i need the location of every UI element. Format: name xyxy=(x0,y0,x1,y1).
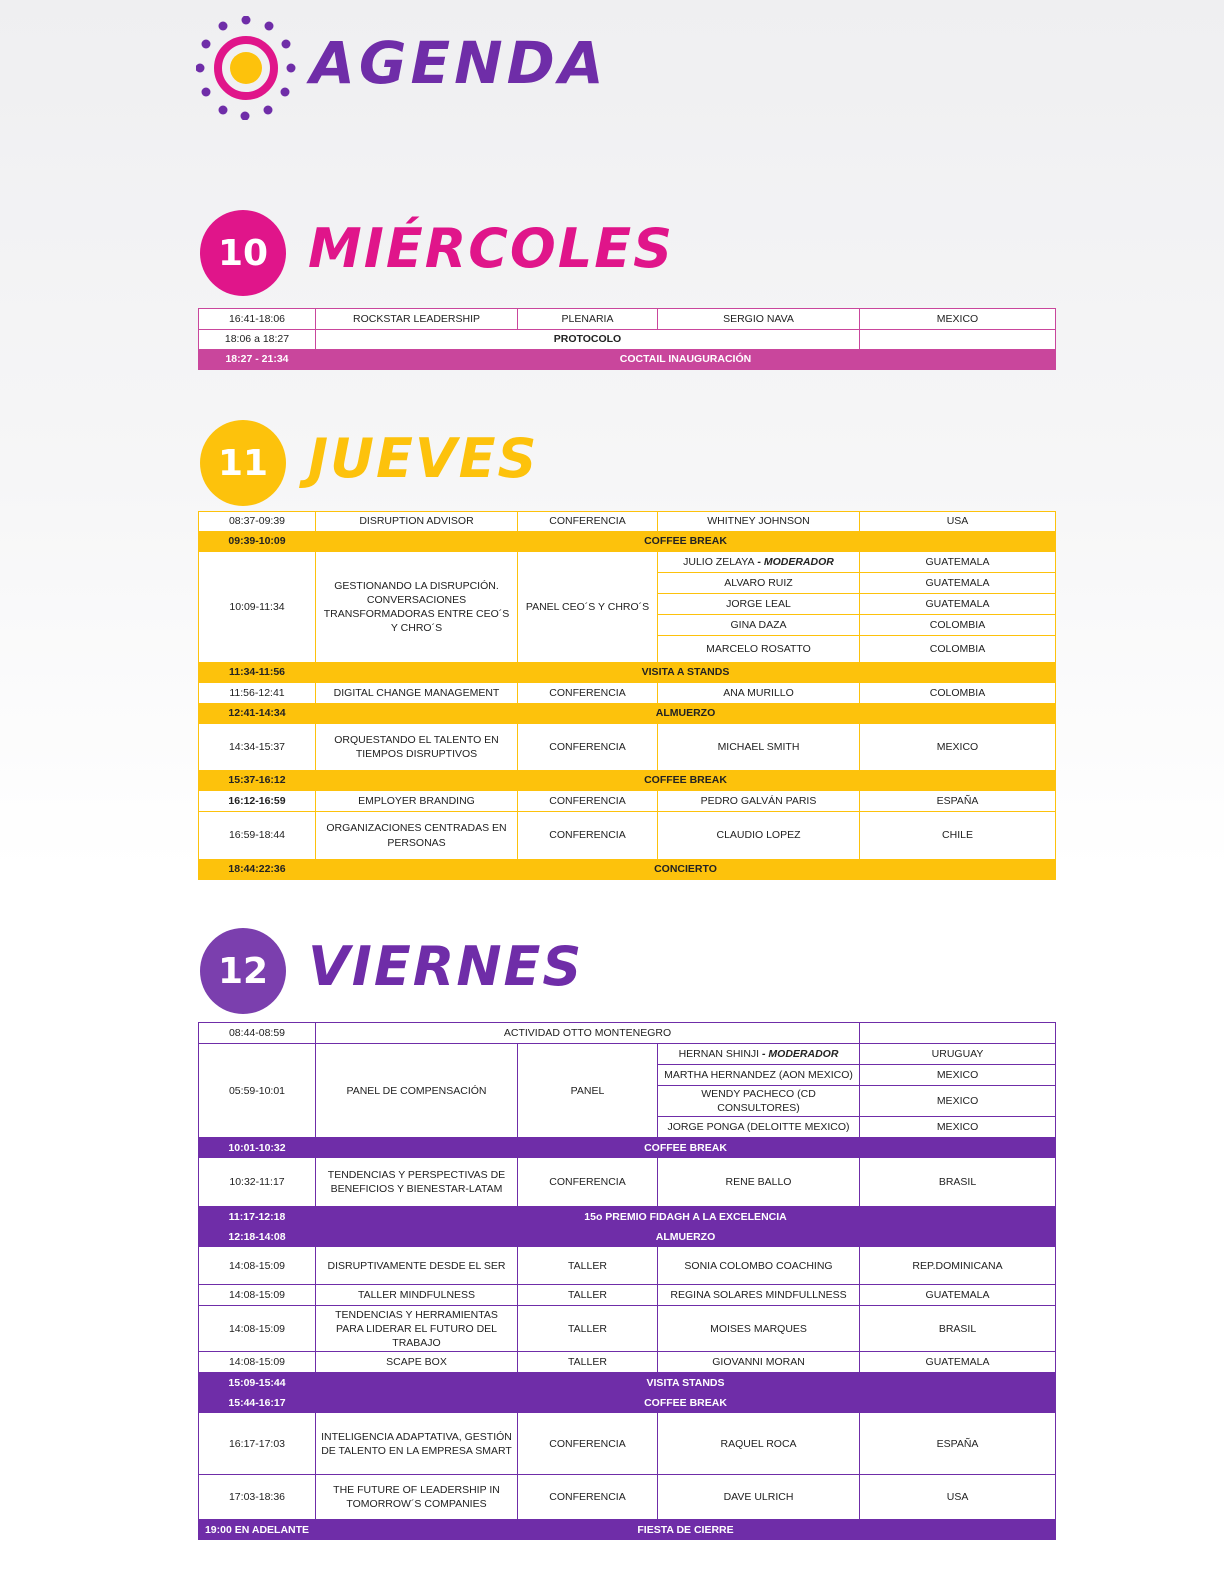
speaker-cell: ANA MURILLO xyxy=(658,683,860,704)
break-row xyxy=(199,1393,1056,1413)
table-row xyxy=(199,1352,1056,1373)
session-cell: THE FUTURE OF LEADERSHIP IN TOMORROW´S COMPANIES xyxy=(316,1475,518,1520)
time-cell: 18:27 - 21:34 xyxy=(199,350,316,370)
type-cell: TALLER xyxy=(518,1352,658,1373)
break-row xyxy=(199,1138,1056,1158)
time-cell: 18:06 a 18:27 xyxy=(199,330,316,350)
country-cell: COLOMBIA xyxy=(860,615,1056,636)
time-cell: 14:08-15:09 xyxy=(199,1352,316,1373)
table-row xyxy=(199,1158,1056,1207)
event-label: COFFEE BREAK xyxy=(316,532,1056,552)
speaker-cell xyxy=(658,1044,860,1065)
time-cell: 15:44-16:17 xyxy=(199,1393,316,1413)
speaker-name: HERNAN SHINJI xyxy=(678,1047,760,1060)
country-cell: BRASIL xyxy=(860,1158,1056,1207)
type-cell: CONFERENCIA xyxy=(518,683,658,704)
session-cell: TALLER MINDFULNESS xyxy=(316,1285,518,1306)
event-label: ALMUERZO xyxy=(316,1227,1056,1247)
event-label: COFFEE BREAK xyxy=(316,1138,1056,1158)
time-cell: 08:44-08:59 xyxy=(199,1023,316,1044)
type-cell: CONFERENCIA xyxy=(518,1413,658,1475)
event-label: COCTAIL INAUGURACIÓN xyxy=(316,350,1056,370)
page-title: AGENDA xyxy=(310,29,608,97)
table-row xyxy=(199,512,1056,532)
country-cell: MEXICO xyxy=(860,309,1056,330)
time-cell: 05:59-10:01 xyxy=(199,1044,316,1138)
time-cell: 15:09-15:44 xyxy=(199,1373,316,1393)
country-cell: MEXICO xyxy=(860,1065,1056,1086)
time-cell: 11:56-12:41 xyxy=(199,683,316,704)
session-cell: ORGANIZACIONES CENTRADAS EN PERSONAS xyxy=(316,812,518,860)
event-label: 15o PREMIO FIDAGH A LA EXCELENCIA xyxy=(316,1207,1056,1227)
speaker-cell: GIOVANNI MORAN xyxy=(658,1352,860,1373)
time-cell: 11:34-11:56 xyxy=(199,663,316,683)
table-row xyxy=(199,309,1056,330)
table-row xyxy=(199,791,1056,812)
speaker-cell: RAQUEL ROCA xyxy=(658,1413,860,1475)
speaker-cell: JORGE PONGA (DELOITTE MEXICO) xyxy=(658,1117,860,1138)
speaker-name: JULIO ZELAYA xyxy=(683,555,755,568)
country-cell: GUATEMALA xyxy=(860,1285,1056,1306)
session-cell: EMPLOYER BRANDING xyxy=(316,791,518,812)
speaker-cell: DAVE ULRICH xyxy=(658,1475,860,1520)
session-cell: INTELIGENCIA ADAPTATIVA, GESTIÓN DE TALENTO EN LA EMPRESA SMART xyxy=(316,1413,518,1475)
time-cell: 12:41-14:34 xyxy=(199,704,316,724)
table-row xyxy=(199,1023,1056,1044)
break-row xyxy=(199,663,1056,683)
country-cell: ESPAÑA xyxy=(860,791,1056,812)
country-cell: CHILE xyxy=(860,812,1056,860)
speaker-cell: MICHAEL SMITH xyxy=(658,724,860,771)
schedule-table-jueves xyxy=(198,511,1056,880)
time-cell: 12:18-14:08 xyxy=(199,1227,316,1247)
day-number-badge: 12 xyxy=(200,928,286,1014)
schedule-table-viernes xyxy=(198,1022,1056,1540)
day-number-badge: 11 xyxy=(200,420,286,506)
time-cell: 14:08-15:09 xyxy=(199,1285,316,1306)
type-cell: CONFERENCIA xyxy=(518,791,658,812)
country-cell: ESPAÑA xyxy=(860,1413,1056,1475)
highlight-row xyxy=(199,350,1056,370)
speaker-cell: REGINA SOLARES MINDFULLNESS xyxy=(658,1285,860,1306)
event-label: COFFEE BREAK xyxy=(316,1393,1056,1413)
session-cell: PANEL DE COMPENSACIÓN xyxy=(316,1044,518,1138)
break-row xyxy=(199,771,1056,791)
country-cell: USA xyxy=(860,512,1056,532)
empty-cell xyxy=(860,330,1056,350)
break-row xyxy=(199,704,1056,724)
moderator-tag: - MODERADOR xyxy=(759,1047,839,1060)
time-cell: 18:44:22:36 xyxy=(199,860,316,880)
table-row xyxy=(199,724,1056,771)
country-cell: GUATEMALA xyxy=(860,573,1056,594)
speaker-cell: WHITNEY JOHNSON xyxy=(658,512,860,532)
type-cell: PLENARIA xyxy=(518,309,658,330)
event-label: VISITA A STANDS xyxy=(316,663,1056,683)
speaker-cell: ALVARO RUIZ xyxy=(658,573,860,594)
table-row xyxy=(199,330,1056,350)
highlight-row xyxy=(199,1520,1056,1540)
empty-cell xyxy=(860,1023,1056,1044)
event-label: CONCIERTO xyxy=(316,860,1056,880)
speaker-cell: MARTHA HERNANDEZ (AON MEXICO) xyxy=(658,1065,860,1086)
break-row xyxy=(199,1227,1056,1247)
country-cell: COLOMBIA xyxy=(860,636,1056,663)
country-cell: URUGUAY xyxy=(860,1044,1056,1065)
speaker-cell: MARCELO ROSATTO xyxy=(658,636,860,663)
speaker-cell: CLAUDIO LOPEZ xyxy=(658,812,860,860)
time-cell: 11:17-12:18 xyxy=(199,1207,316,1227)
type-cell: PANEL xyxy=(518,1044,658,1138)
speaker-cell: GINA DAZA xyxy=(658,615,860,636)
country-cell: MEXICO xyxy=(860,1117,1056,1138)
break-row xyxy=(199,532,1056,552)
table-row xyxy=(199,1044,1056,1065)
table-row xyxy=(199,1475,1056,1520)
time-cell: 10:09-11:34 xyxy=(199,552,316,663)
country-cell: COLOMBIA xyxy=(860,683,1056,704)
day-name: MIÉRCOLES xyxy=(308,217,675,280)
event-label: COFFEE BREAK xyxy=(316,771,1056,791)
event-label: ACTIVIDAD OTTO MONTENEGRO xyxy=(316,1023,860,1044)
time-cell: 16:41-18:06 xyxy=(199,309,316,330)
day-number-badge: 10 xyxy=(200,210,286,296)
time-cell: 10:01-10:32 xyxy=(199,1138,316,1158)
break-row xyxy=(199,1373,1056,1393)
schedule-table-miercoles xyxy=(198,308,1056,370)
event-label: PROTOCOLO xyxy=(316,330,860,350)
time-cell: 16:59-18:44 xyxy=(199,812,316,860)
session-cell: ORQUESTANDO EL TALENTO EN TIEMPOS DISRUPTIVOS xyxy=(316,724,518,771)
moderator-tag: - MODERADOR xyxy=(754,555,834,568)
break-row xyxy=(199,860,1056,880)
time-cell: 10:32-11:17 xyxy=(199,1158,316,1207)
type-cell: TALLER xyxy=(518,1247,658,1285)
speaker-cell: SONIA COLOMBO COACHING xyxy=(658,1247,860,1285)
country-cell: GUATEMALA xyxy=(860,594,1056,615)
speaker-cell: MOISES MARQUES xyxy=(658,1306,860,1352)
type-cell: PANEL CEO´S Y CHRO´S xyxy=(518,552,658,663)
time-cell: 19:00 EN ADELANTE xyxy=(199,1520,316,1540)
time-cell: 08:37-09:39 xyxy=(199,512,316,532)
event-label: ALMUERZO xyxy=(316,704,1056,724)
session-cell: DIGITAL CHANGE MANAGEMENT xyxy=(316,683,518,704)
event-label: VISITA STANDS xyxy=(316,1373,1056,1393)
sun-logo-icon xyxy=(196,16,296,120)
session-cell: DISRUPTIVAMENTE DESDE EL SER xyxy=(316,1247,518,1285)
country-cell: GUATEMALA xyxy=(860,1352,1056,1373)
table-row xyxy=(199,812,1056,860)
time-cell: 16:17-17:03 xyxy=(199,1413,316,1475)
event-label: FIESTA DE CIERRE xyxy=(316,1520,1056,1540)
time-cell: 14:08-15:09 xyxy=(199,1306,316,1352)
day-name: JUEVES xyxy=(308,427,539,490)
speaker-cell: JORGE LEAL xyxy=(658,594,860,615)
country-cell: GUATEMALA xyxy=(860,552,1056,573)
time-cell: 09:39-10:09 xyxy=(199,532,316,552)
type-cell: CONFERENCIA xyxy=(518,512,658,532)
time-cell: 17:03-18:36 xyxy=(199,1475,316,1520)
speaker-cell: SERGIO NAVA xyxy=(658,309,860,330)
table-row xyxy=(199,1285,1056,1306)
day-name: VIERNES xyxy=(308,935,584,998)
type-cell: CONFERENCIA xyxy=(518,724,658,771)
country-cell: MEXICO xyxy=(860,724,1056,771)
table-row xyxy=(199,1306,1056,1352)
highlight-row xyxy=(199,1207,1056,1227)
time-cell: 14:08-15:09 xyxy=(199,1247,316,1285)
session-cell: TENDENCIAS Y PERSPECTIVAS DE BENEFICIOS Y BIENESTAR-LATAM xyxy=(316,1158,518,1207)
session-cell: SCAPE BOX xyxy=(316,1352,518,1373)
table-row xyxy=(199,552,1056,573)
type-cell: CONFERENCIA xyxy=(518,1158,658,1207)
type-cell: TALLER xyxy=(518,1285,658,1306)
speaker-cell xyxy=(658,552,860,573)
speaker-cell: RENE BALLO xyxy=(658,1158,860,1207)
speaker-cell: PEDRO GALVÁN PARIS xyxy=(658,791,860,812)
type-cell: CONFERENCIA xyxy=(518,1475,658,1520)
time-cell: 14:34-15:37 xyxy=(199,724,316,771)
session-cell: TENDENCIAS Y HERRAMIENTAS PARA LIDERAR EL FUTURO DEL TRABAJO xyxy=(316,1306,518,1352)
table-row xyxy=(199,683,1056,704)
country-cell: BRASIL xyxy=(860,1306,1056,1352)
table-row xyxy=(199,1413,1056,1475)
type-cell: TALLER xyxy=(518,1306,658,1352)
session-cell: GESTIONANDO LA DISRUPCIÓN. CONVERSACIONES TRANSFORMADORAS ENTRE CEO´S Y CHRO´S xyxy=(316,552,518,663)
country-cell: MEXICO xyxy=(860,1086,1056,1117)
session-cell: DISRUPTION ADVISOR xyxy=(316,512,518,532)
country-cell: USA xyxy=(860,1475,1056,1520)
country-cell: REP.DOMINICANA xyxy=(860,1247,1056,1285)
table-row xyxy=(199,1247,1056,1285)
type-cell: CONFERENCIA xyxy=(518,812,658,860)
session-cell: ROCKSTAR LEADERSHIP xyxy=(316,309,518,330)
speaker-cell: WENDY PACHECO (CD CONSULTORES) xyxy=(658,1086,860,1117)
time-cell: 15:37-16:12 xyxy=(199,771,316,791)
time-cell: 16:12-16:59 xyxy=(199,791,316,812)
